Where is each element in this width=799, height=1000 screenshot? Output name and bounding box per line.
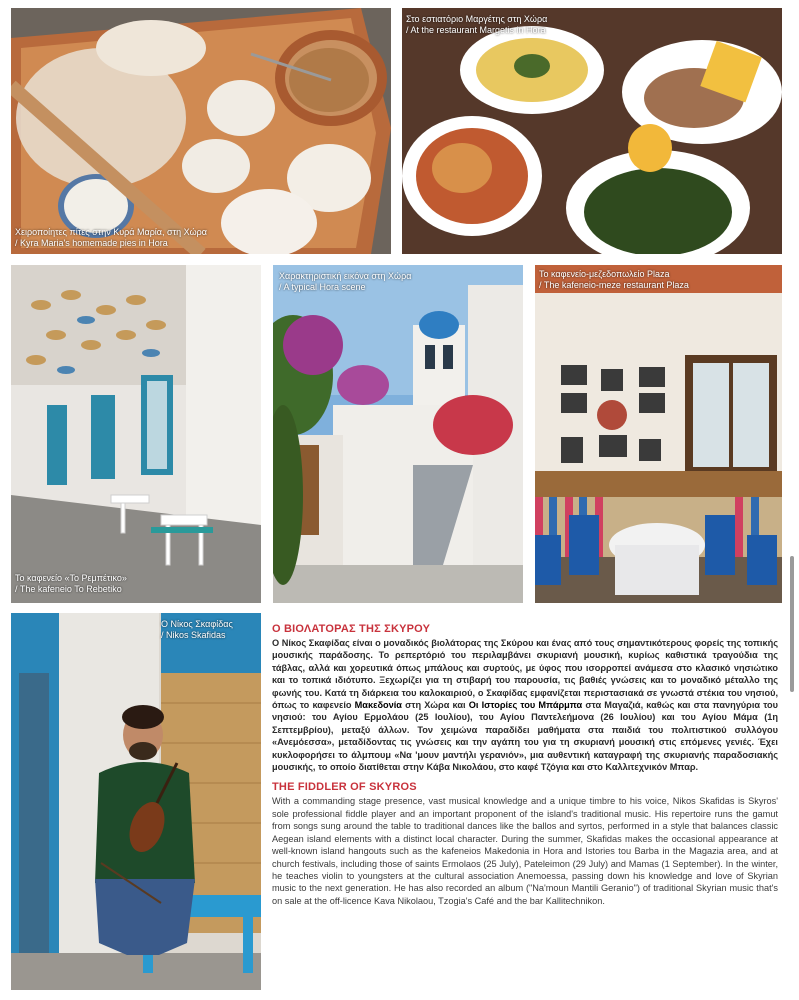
hora-caption-en: / A typical Hora scene bbox=[279, 282, 366, 292]
body-english: With a commanding stage presence, vast musical knowledge and a unique timbre to his voice, Nikos Skafidas is Skyros' sole professional fiddle player and an important proponent of the island's traditional music. His repertoire runs the gamut from songs sung around the table to traditional dances like the ballos and syrtos, performed in a style that balances classic Aegean island elements with a distinct local character. During the summer, Skafidas makes the occasional appearance at well-known island hangouts such as the kafeneios Makedonia in Hora and Istories tou Barba in the Magazia area, and at church festivals, including those of saints Ermolaos (25 July), Pateleimon (29 July) and Mamas (1 September). In the winter, he teaches violin to youngsters at the cultural association Anemoessa, passing down his knowledge and love of Skyrian music to the next generation. He has also recorded an album ("Na'moun Mantili Geranio") of traditional Skyrian music that's on sale at the off-licence Kava Nikolaou, Tzogia's Café and the bar Kallitechnikon. bbox=[272, 796, 778, 906]
photo-homemade-pies bbox=[11, 8, 391, 254]
fiddler-caption-gr: Ο Νίκος Σκαφίδας bbox=[161, 619, 233, 629]
photo-nikos-skafidas bbox=[11, 613, 261, 990]
heading-english: THE FIDDLER OF SKYROS bbox=[272, 781, 417, 794]
body-greek bbox=[272, 637, 778, 773]
plaza-caption-en: / The kafeneio-meze restaurant Plaza bbox=[539, 280, 689, 290]
body-greek-part3: στα Μαγαζιά, καθώς και στα πανηγύρια του νησιού: του Αγίου Ερμολάου (25 Ιουλίου), του Αγίου Παντελεήμονα (26 Ιουλίου) και του Αγίου Μάμα (1η Σεπτεμβρίου), μεταξύ άλλων. Τον χειμώνα παραδίδει μαθήματα στα παιδιά του πολιτιστικού συλλόγου «Ανεμόεσσα», μεταδίδοντας τις γνώσεις και την αγάπη του για τη σκυριανή μουσική στις επόμενες γενιές. Έχει κυκλοφορήσει το άλμπουμ «Να 'μουν μαντήλι γερανιόν», μια αυθεντική καταγραφή της σκυριανής παραδοσιακής μουσικής, το οποίο διατίθεται στην Κάβα Νικολάου, στο καφέ Τζόγια και στο Καλλιτεχνικόν Μπαρ. bbox=[272, 700, 779, 773]
kafeneio-caption-gr: Το καφενείο «Το Ρεμπέτικο» bbox=[15, 573, 127, 583]
hora-illustration bbox=[273, 265, 523, 603]
pies-caption-gr: Χειροποίητες πίτες στην Κυρά Μαρία, στη Χώρα bbox=[15, 227, 207, 237]
restaurant-caption bbox=[406, 14, 547, 36]
body-greek-part1: Ο Νίκος Σκαφίδας είναι ο μοναδικός βιολάτορας της Σκύρου και ένας από τους σημαντικότερους φορείς της τοπικής μουσικής παράδοσης. Το ρεπερτόριό του περιλαμβάνει σκυριανή μουσική, κυρίως καθιστικά τραγούδια της τάβλας, αλλά και χορευτικά όπως μπάλους και συρτούς, με ύφος που ισορροπεί ανάμεσα στο κλασικό νησιώτικο και το τοπικά ιδιότυπο. Ξεχωρίζει για τη στιβαρή του παρουσία, τις βαθιές γνώσεις και το μοναδικό μέταλλο της φωνής του. Κατά τη διάρκεια του καλοκαιριού, ο Σκαφίδας εμφανίζεται περιστασιακά σε γνωστά στέκια του νησιού, όπως το καφενείο bbox=[272, 638, 778, 711]
photo-restaurant-margetis bbox=[402, 8, 782, 254]
photo-plaza bbox=[535, 265, 782, 603]
scrollbar-thumb[interactable] bbox=[790, 556, 794, 692]
plaza-caption bbox=[539, 269, 689, 291]
body-greek-bold1: Μακεδονία bbox=[354, 700, 402, 711]
photo-hora-scene bbox=[273, 265, 523, 603]
kafeneio-illustration bbox=[11, 265, 261, 603]
photo-kafeneio-rebetiko bbox=[11, 265, 261, 603]
hora-caption-gr: Χαρακτηριστική εικόνα στη Χώρα bbox=[279, 271, 412, 281]
plaza-illustration bbox=[535, 265, 782, 603]
kafeneio-caption bbox=[15, 573, 127, 595]
restaurant-caption-en: / At the restaurant Margetis in Hora bbox=[406, 25, 546, 35]
fiddler-caption bbox=[161, 619, 233, 641]
pies-caption-en: / Kyra Maria's homemade pies in Hora bbox=[15, 238, 168, 248]
plaza-caption-gr: Το καφενείο-μεζεδοπωλείο Plaza bbox=[539, 269, 670, 279]
fiddler-illustration bbox=[11, 613, 261, 990]
body-greek-bold2: Οι Ιστορίες του Μπάρμπα bbox=[468, 700, 583, 711]
fiddler-caption-en: / Nikos Skafidas bbox=[161, 630, 226, 640]
kafeneio-caption-en: / The kafeneio To Rebetiko bbox=[15, 584, 122, 594]
heading-greek: Ο ΒΙΟΛΑΤΟΡΑΣ ΤΗΣ ΣΚΥΡΟΥ bbox=[272, 623, 431, 635]
pies-caption bbox=[15, 227, 207, 249]
article bbox=[268, 613, 782, 990]
hora-caption bbox=[279, 271, 411, 293]
body-greek-part2: στη Χώρα και bbox=[401, 700, 469, 711]
restaurant-illustration bbox=[402, 8, 782, 254]
restaurant-caption-gr: Στο εστιατόριο Μαργέτης στη Χώρα bbox=[406, 14, 548, 24]
pies-illustration bbox=[11, 8, 391, 254]
